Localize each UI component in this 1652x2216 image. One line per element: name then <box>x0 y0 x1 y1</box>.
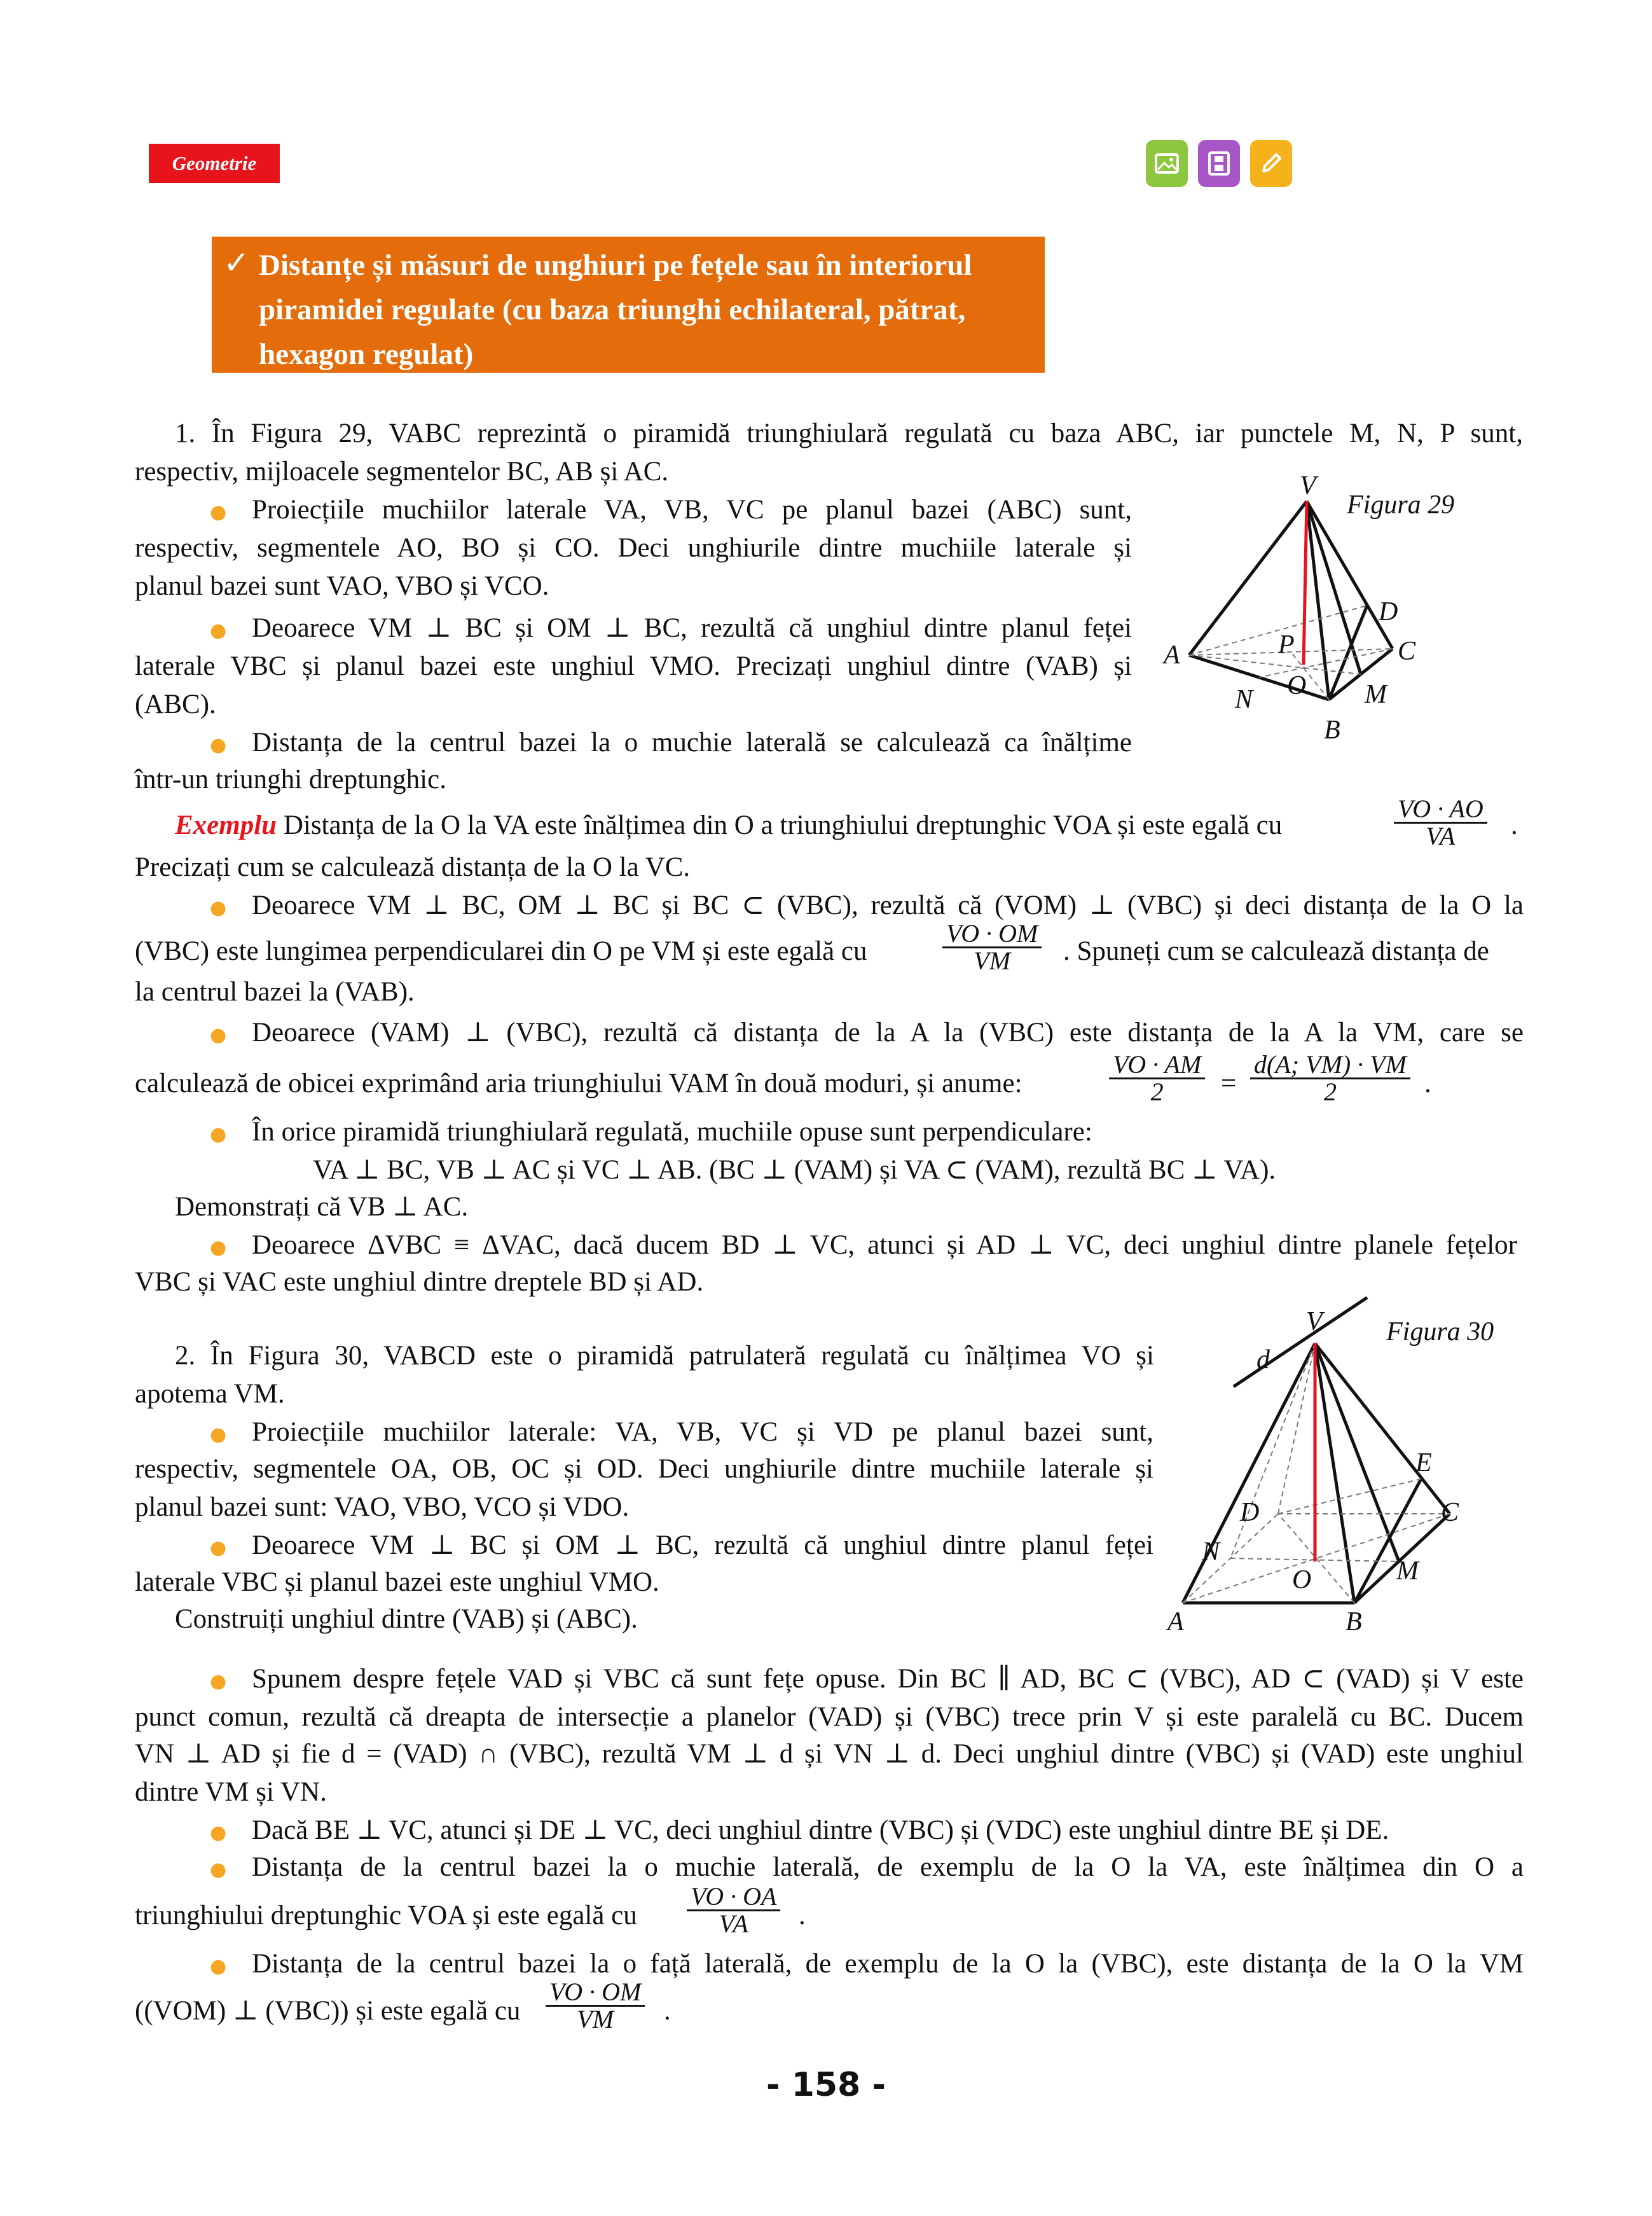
c2-line-2: laterale VBC și planul bazei este unghiul VMO. <box>135 1567 659 1597</box>
check-icon: ✓ <box>223 244 250 281</box>
bullet-icon: ● <box>210 1423 227 1446</box>
film-icon[interactable] <box>1198 140 1240 187</box>
p2-line-2: apotema VM. <box>135 1379 285 1409</box>
p1-line-2: respectiv, mijloacele segmentelor BC, AB și AC. <box>135 457 669 487</box>
banner-line-1: Distanțe și măsuri de unghiuri pe fețele sau în interiorul <box>259 249 972 282</box>
period: . <box>664 1996 671 2026</box>
bullet-icon: ● <box>210 501 227 523</box>
bullet-icon: ● <box>210 1236 227 1259</box>
fraction-numerator: VO · OM <box>546 1979 645 2007</box>
fig29-label-A: A <box>1164 641 1180 670</box>
c1-line-2: respectiv, segmentele OA, OB, OC și OD. Deci unghiurile dintre muchiile laterale și <box>135 1454 1153 1484</box>
fraction-vo-ao <box>1390 796 1491 849</box>
p1-line-1: 1. În Figura 29, VABC reprezintă o piramidă triunghiulară regulată cu baza ABC, iar punctele M, N, P sunt, <box>175 419 1523 448</box>
fraction-vo-om-2 <box>542 1979 649 2032</box>
example-line-1 <box>175 808 1282 843</box>
fraction-denominator: 2 <box>1323 1077 1337 1106</box>
period: . <box>1424 1069 1431 1098</box>
fig30-label-V: V <box>1306 1307 1323 1336</box>
c5-line-1: Distanța de la centrul bazei la o muchie laterală, de exemplu de la O la VA, este înălțimea din O a <box>252 1852 1524 1882</box>
fig30-label-C: C <box>1441 1498 1459 1527</box>
b6-line-2: VA ⊥ BC, VB ⊥ AC și VC ⊥ AB. (BC ⊥ (VAM) și VA ⊂ (VAM), rezultă BC ⊥ VA). <box>313 1155 1276 1185</box>
b2-line-1: Deoarece VM ⊥ BC și OM ⊥ BC, rezultă că unghiul dintre planul feței <box>252 613 1132 643</box>
b6-line-1: În orice piramidă triunghiulară regulată, muchiile opuse sunt perpendiculare: <box>252 1117 1092 1147</box>
b4-line-2a: (VBC) este lungimea perpendicularei din O pe VM și este egală cu <box>135 936 867 966</box>
equals-sign: = <box>1221 1069 1237 1098</box>
c3-line-3: VN ⊥ AD și fie d = (VAD) ∩ (VBC), rezultă VM ⊥ d și VN ⊥ d. Deci unghiul dintre (VBC) și (VAD) este unghiul <box>135 1739 1524 1769</box>
c2-line-3: Construiți unghiul dintre (VAB) și (ABC). <box>175 1604 638 1634</box>
c6-line-2: ((VOM) ⊥ (VBC)) și este egală cu <box>135 1996 521 2026</box>
fraction-numerator: VO · OM <box>942 921 1042 948</box>
fraction-denominator: VM <box>974 946 1011 975</box>
b3-line-1: Distanța de la centrul bazei la o muchie laterală se calculează ca înălțime <box>252 728 1132 758</box>
image-icon[interactable] <box>1146 140 1188 187</box>
bullet-icon: ● <box>210 1537 227 1559</box>
b2-line-3: (ABC). <box>135 689 216 719</box>
b1-line-3: planul bazei sunt VAO, VBO și VCO. <box>135 571 549 601</box>
c6-line-1: Distanța de la centrul bazei la o față laterală, de exemplu de la O la (VBC), este distanța de la O la VM <box>252 1949 1524 1979</box>
example-line-2: Precizați cum se calculează distanța de la O la VC. <box>135 852 691 882</box>
edge-VB <box>1315 1343 1354 1603</box>
film-icon-glyph <box>1205 149 1233 177</box>
fig29-label-C: C <box>1398 637 1416 666</box>
bullet-icon: ● <box>210 734 227 756</box>
fig29-label-P: P <box>1278 630 1295 660</box>
b1-line-1: Proiecțiile muchiilor laterale VA, VB, VC pe planul bazei (ABC) sunt, <box>252 495 1132 525</box>
b4-line-3: la centrul bazei la (VAB). <box>135 977 415 1007</box>
fig30-label-D: D <box>1240 1498 1260 1527</box>
fig29-label-O: O <box>1287 671 1307 700</box>
c4-line-1: Dacă BE ⊥ VC, atunci și DE ⊥ VC, deci unghiul dintre (VBC) și (VDC) este unghiul dintre BE și DE. <box>252 1815 1389 1845</box>
fig30-label-M: M <box>1396 1556 1419 1586</box>
bullet-icon: ● <box>210 897 227 919</box>
fraction-vo-om <box>939 921 1045 974</box>
edge-VM <box>1315 1343 1399 1562</box>
c3-line-4: dintre VM și VN. <box>135 1777 327 1807</box>
c3-line-2: punct comun, rezultă că dreapta de intersecție a planelor (VAD) și (VBC) trece prin V și este paralelă cu BC. Ducem <box>135 1702 1524 1732</box>
example-text-1: Distanța de la O la VA este înălțimea din O a triunghiului dreptunghic VOA și este egală cu <box>283 810 1283 840</box>
b7-line-1: Deoarece ΔVBC ≡ ΔVAC, dacă ducem BD ⊥ VC, atunci și AD ⊥ VC, deci unghiul dintre planele fețelor <box>252 1230 1517 1260</box>
bullet-icon: ● <box>210 1822 227 1844</box>
page-number: - 158 - <box>766 2066 886 2104</box>
fig29-label-D: D <box>1379 597 1398 627</box>
b4-line-1: Deoarece VM ⊥ BC, OM ⊥ BC și BC ⊂ (VBC), rezultă că (VOM) ⊥ (VBC) și deci distanța de la O la <box>252 890 1524 920</box>
c1-line-1: Proiecțiile muchiilor laterale: VA, VB, VC și VD pe planul bazei sunt, <box>252 1417 1153 1447</box>
fraction-numerator: VO · AO <box>1394 796 1487 824</box>
fig30-label-E: E <box>1415 1448 1432 1478</box>
fig30-label-A: A <box>1167 1607 1184 1637</box>
fig30-label-d: d <box>1256 1345 1270 1375</box>
fraction-vo-am <box>1105 1052 1209 1105</box>
fraction-denominator: VA <box>1426 822 1456 850</box>
b5-line-2: calculează de obicei exprimând aria triunghiului VAM în două moduri, și anume: <box>135 1069 1022 1098</box>
c2-line-1: Deoarece VM ⊥ BC și OM ⊥ BC, rezultă că unghiul dintre planul feței <box>252 1530 1153 1560</box>
section-tag: Geometrie <box>149 144 280 183</box>
p2-line-1: 2. În Figura 30, VABCD este o piramidă patrulateră regulată cu înălțimea VO și <box>175 1341 1154 1371</box>
c3-line-1: Spunem despre fețele VAD și VBC că sunt fețe opuse. Din BC ∥ AD, BC ⊂ (VBC), AD ⊂ (VAD) și V este <box>252 1664 1524 1694</box>
bullet-icon: ● <box>210 620 227 642</box>
fig29-label-B: B <box>1324 716 1340 745</box>
fig29-caption: Figura 29 <box>1347 490 1455 520</box>
b6-line-3: Demonstrați că VB ⊥ AC. <box>175 1192 469 1222</box>
period: . <box>1511 810 1518 840</box>
fig29-label-N: N <box>1235 685 1253 714</box>
b2-line-2: laterale VBC și planul bazei este unghiul VMO. Precizați unghiul dintre (VAB) și <box>135 651 1132 681</box>
edge-AB <box>1189 655 1329 700</box>
fig30-caption: Figura 30 <box>1386 1317 1494 1347</box>
pencil-icon[interactable] <box>1250 140 1292 187</box>
b4-line-2b: . Spuneți cum se calculează distanța de <box>1063 936 1489 966</box>
b3-line-2: într-un triunghi dreptunghic. <box>135 765 446 794</box>
fig30-label-N: N <box>1202 1537 1220 1567</box>
fig29-label-M: M <box>1365 680 1387 709</box>
fraction-denominator: VM <box>577 2005 614 2033</box>
fraction-vo-oa <box>683 1884 784 1937</box>
bullet-icon: ● <box>210 1024 227 1046</box>
bullet-icon: ● <box>210 1859 227 1881</box>
fraction-d-vm <box>1246 1052 1414 1105</box>
fraction-numerator: VO · OA <box>687 1884 780 1911</box>
fig30-label-B: B <box>1346 1607 1362 1637</box>
image-icon-glyph <box>1153 149 1181 177</box>
height-VO <box>1304 501 1307 665</box>
c5-line-2: triunghiului dreptunghic VOA și este egală cu <box>135 1901 637 1930</box>
bullet-icon: ● <box>210 1123 227 1146</box>
bullet-icon: ● <box>210 1670 227 1693</box>
b1-line-2: respectiv, segmentele AO, BO și CO. Deci unghiurile dintre muchiile laterale și <box>135 533 1132 563</box>
b7-line-2: VBC și VAC este unghiul dintre dreptele BD și AD. <box>135 1267 704 1297</box>
bullet-icon: ● <box>210 1955 227 1977</box>
banner-line-2: piramidei regulate (cu baza triunghi echilateral, pătrat, <box>259 293 966 326</box>
fraction-denominator: 2 <box>1150 1077 1164 1106</box>
period: . <box>799 1901 806 1930</box>
c1-line-3: planul bazei sunt: VAO, VBO, VCO și VDO. <box>135 1492 630 1522</box>
fig30-label-O: O <box>1292 1565 1312 1595</box>
b5-line-1: Deoarece (VAM) ⊥ (VBC), rezultă că distanța de la A la (VBC) este distanța de la A la VM, care se <box>252 1018 1524 1048</box>
example-label: Exemplu <box>175 810 277 840</box>
fraction-denominator: VA <box>719 1909 748 1938</box>
fraction-numerator: VO · AM <box>1109 1052 1205 1079</box>
banner-line-3: hexagon regulat) <box>259 338 474 371</box>
fig29-label-V: V <box>1300 471 1316 501</box>
fraction-numerator: d(A; VM) · VM <box>1250 1052 1410 1079</box>
section-banner <box>212 237 1045 373</box>
pencil-icon-glyph <box>1257 149 1285 177</box>
